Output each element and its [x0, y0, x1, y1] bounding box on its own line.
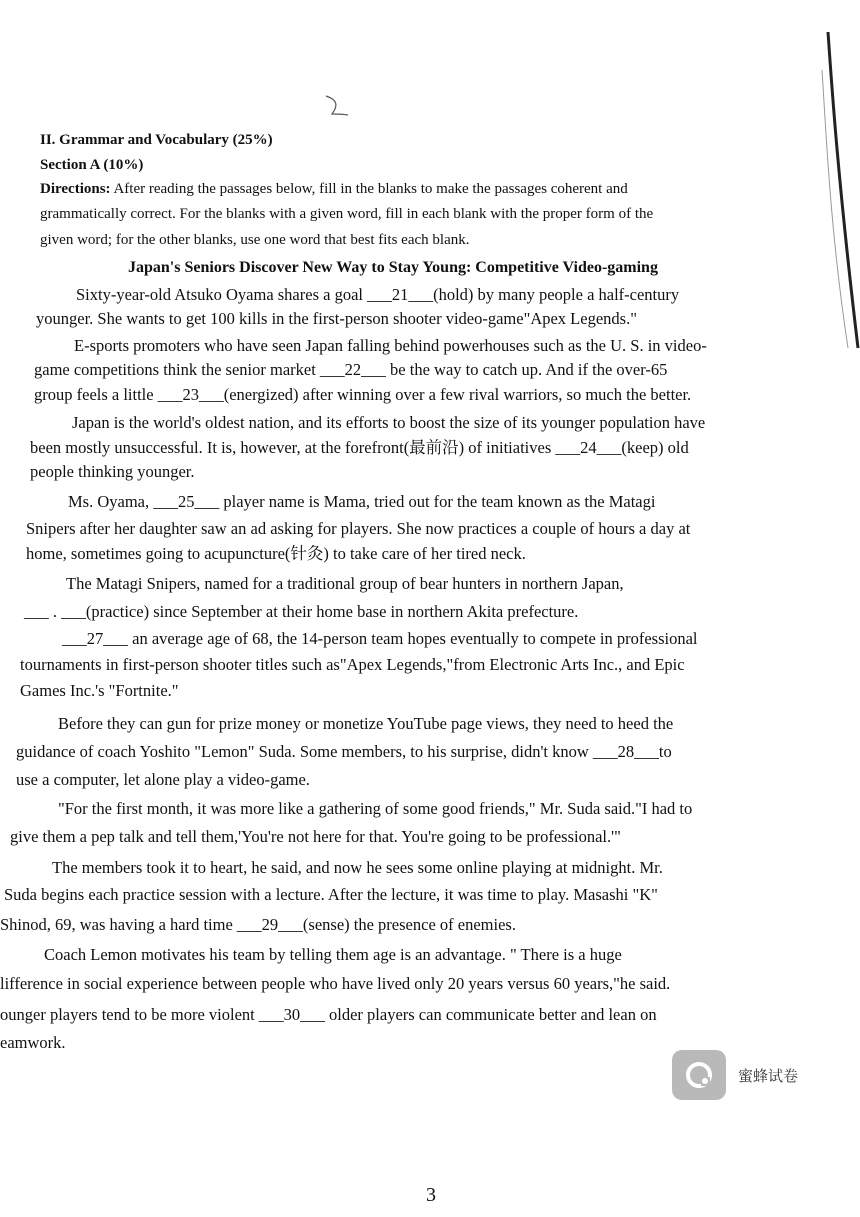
- directions-line-2: grammatically correct. For the blanks with a given word, fill in each blank with the proper form of the: [40, 206, 654, 222]
- passage-line: guidance of coach Yoshito "Lemon" Suda. Some members, to his surprise, didn't know ___28___to: [16, 742, 672, 761]
- passage-line: younger. She wants to get 100 kills in the first-person shooter video-game"Apex Legends.": [36, 309, 637, 328]
- passage-line: Coach Lemon motivates his team by telling them age is an advantage. " There is a huge: [44, 945, 622, 964]
- passage-line: Games Inc.'s "Fortnite.": [20, 681, 179, 700]
- passage-line: Shinod, 69, was having a hard time ___29___(sense) the presence of enemies.: [0, 915, 516, 934]
- passage-line: Snipers after her daughter saw an ad asking for players. She now practices a couple of hours a day at: [26, 519, 691, 538]
- passage-line: E-sports promoters who have seen Japan falling behind powerhouses such as the U. S. in video-: [74, 336, 707, 355]
- passage-line: people thinking younger.: [30, 462, 195, 481]
- bee-app-icon: [672, 1050, 726, 1100]
- passage-line: give them a pep talk and tell them,'You're not here for that. You're going to be professional.'": [10, 827, 621, 846]
- passage-line: Suda begins each practice session with a lecture. After the lecture, it was time to play. Masashi "K": [4, 885, 658, 904]
- passage-line: group feels a little ___23___(energized) after winning over a few rival warriors, so much the better.: [34, 385, 692, 404]
- passage-line: Sixty-year-old Atsuko Oyama shares a goal ___21___(hold) by many people a half-century: [76, 285, 680, 304]
- passage-line: Japan is the world's oldest nation, and its efforts to boost the size of its younger population have: [72, 413, 706, 432]
- section-subheading: Section A (10%): [40, 157, 144, 173]
- passage-line: tournaments in first-person shooter titles such as"Apex Legends,"from Electronic Arts Inc., and Epic: [20, 655, 685, 674]
- passage-line: home, sometimes going to acupuncture(针灸) to take care of her tired neck.: [26, 544, 526, 563]
- section-heading: II. Grammar and Vocabulary (25%): [40, 132, 273, 148]
- page-number: 3: [426, 1184, 436, 1206]
- passage-line: Ms. Oyama, ___25___ player name is Mama, tried out for the team known as the Matagi: [68, 492, 656, 511]
- passage-title: Japan's Seniors Discover New Way to Stay Young: Competitive Video-gaming: [128, 259, 658, 276]
- passage-line: game competitions think the senior market ___22___ be the way to catch up. And if the over-65: [34, 360, 668, 379]
- directions-line-3: given word; for the other blanks, use one word that best fits each blank.: [40, 232, 470, 248]
- passage-line: been mostly unsuccessful. It is, however, at the forefront(最前沿) of initiatives ___24___(keep) old: [30, 438, 689, 457]
- directions-line-1: Directions: After reading the passages below, fill in the blanks to make the passages coherent and: [40, 181, 628, 197]
- passage-line: ___ . ___(practice) since September at their home base in northern Akita prefecture.: [24, 602, 579, 621]
- pen-mark-icon: [322, 92, 352, 126]
- passage-line: The members took it to heart, he said, and now he sees some online playing at midnight. Mr.: [52, 858, 663, 877]
- passage-line: ___27___ an average age of 68, the 14-person team hopes eventually to compete in professional: [62, 629, 698, 648]
- watermark: [672, 1050, 798, 1100]
- directions-label: Directions:: [40, 181, 111, 197]
- passage-line: Before they can gun for prize money or monetize YouTube page views, they need to heed the: [58, 714, 674, 733]
- scan-edge-shadow: [818, 30, 860, 350]
- passage-line: eamwork.: [0, 1033, 66, 1052]
- passage-line: lifference in social experience between people who have lived only 20 years versus 60 years,"he said.: [0, 974, 671, 993]
- passage-line: "For the first month, it was more like a gathering of some good friends," Mr. Suda said."I had to: [58, 799, 693, 818]
- passage-line: use a computer, let alone play a video-game.: [16, 770, 310, 789]
- watermark-text: 蜜蜂试卷: [738, 1066, 799, 1085]
- passage-line: The Matagi Snipers, named for a traditional group of bear hunters in northern Japan,: [66, 574, 624, 593]
- passage-line: ounger players tend to be more violent ___30___ older players can communicate better and lean on: [0, 1005, 657, 1024]
